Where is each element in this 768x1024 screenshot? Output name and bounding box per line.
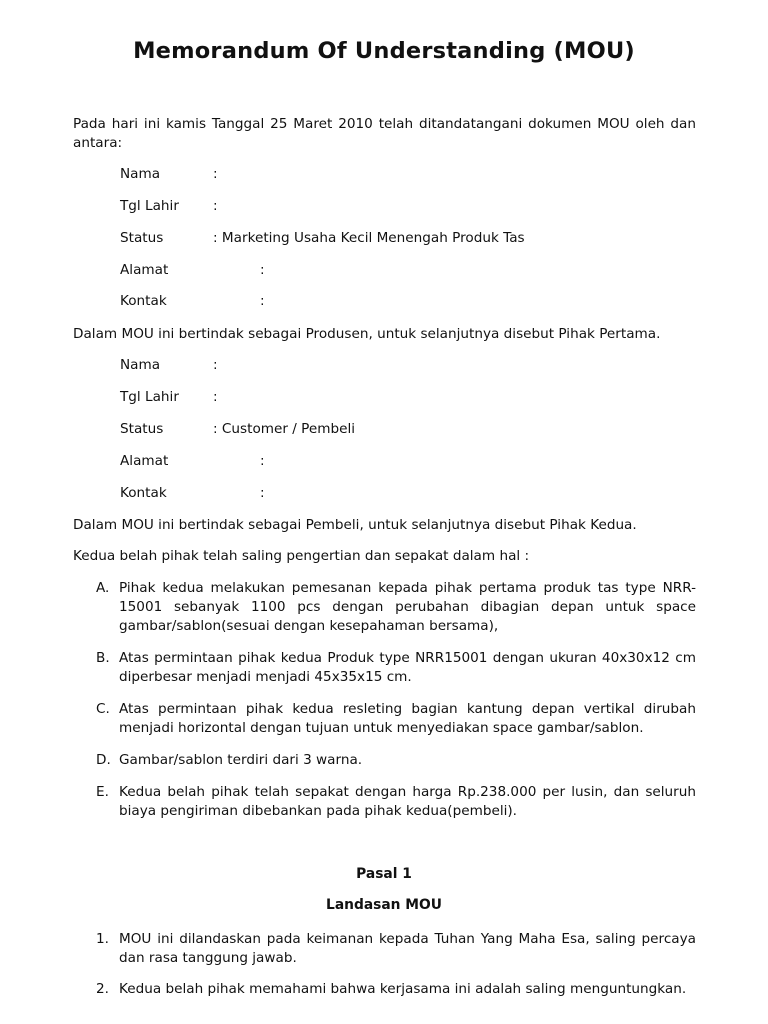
field-separator: : bbox=[260, 262, 265, 278]
field-separator: : bbox=[213, 166, 218, 182]
party2-role: Dalam MOU ini bertindak sebagai Pembeli, untuk selanjutnya disebut Pihak Kedua. bbox=[73, 517, 637, 533]
list-text: Atas permintaan pihak kedua resleting bagian kantung depan vertikal dirubah menjadi horizontal dengan tujuan untuk menyediakan space gambar/sablon. bbox=[119, 701, 696, 736]
pasal1-item-1 bbox=[96, 930, 696, 968]
field-label: Kontak bbox=[120, 293, 167, 309]
field-label: Kontak bbox=[120, 485, 167, 501]
list-text: MOU ini dilandaskan pada keimanan kepada Tuhan Yang Maha Esa, saling percaya dan rasa tanggung jawab. bbox=[119, 931, 696, 966]
list-marker: E. bbox=[96, 784, 109, 800]
party1-field-kontak bbox=[120, 292, 265, 310]
field-separator: : bbox=[213, 421, 218, 437]
agreement-intro: Kedua belah pihak telah saling pengertian dan sepakat dalam hal : bbox=[73, 548, 530, 564]
field-value: Customer / Pembeli bbox=[221, 421, 356, 437]
agreement-item-c bbox=[96, 700, 696, 738]
field-label: Nama bbox=[120, 357, 161, 373]
field-value: Marketing Usaha Kecil Menengah Produk Tas bbox=[221, 230, 525, 246]
field-separator: : bbox=[260, 453, 265, 469]
party2-field-kontak bbox=[120, 484, 265, 502]
party1-field-alamat bbox=[120, 261, 265, 279]
list-marker: 2. bbox=[96, 981, 109, 997]
field-label: Alamat bbox=[120, 453, 169, 469]
list-text: Kedua belah pihak memahami bahwa kerjasama ini adalah saling menguntungkan. bbox=[119, 981, 687, 997]
list-marker: 1. bbox=[96, 931, 109, 947]
field-separator: : bbox=[213, 230, 218, 246]
agreement-item-b bbox=[96, 649, 696, 687]
field-label: Nama bbox=[120, 166, 161, 182]
party2-field-tgl-lahir bbox=[120, 388, 218, 406]
pasal-subheading: Landasan MOU bbox=[326, 897, 442, 913]
pasal1-item-2 bbox=[96, 980, 696, 999]
field-label: Alamat bbox=[120, 262, 169, 278]
list-text: Atas permintaan pihak kedua Produk type NRR15001 dengan ukuran 40x30x12 cm diperbesar menjadi menjadi 45x35x15 cm. bbox=[119, 650, 696, 685]
field-label: Status bbox=[120, 421, 164, 437]
list-marker: A. bbox=[96, 580, 110, 596]
agreement-item-d bbox=[96, 751, 696, 770]
party2-field-alamat bbox=[120, 452, 265, 470]
document-title: Memorandum Of Understanding (MOU) bbox=[133, 38, 635, 64]
intro-paragraph: Pada hari ini kamis Tanggal 25 Maret 2010 telah ditandatangani dokumen MOU oleh dan antara: bbox=[73, 116, 696, 151]
field-separator: : bbox=[213, 389, 218, 405]
field-separator: : bbox=[260, 293, 265, 309]
list-text: Gambar/sablon terdiri dari 3 warna. bbox=[119, 752, 363, 768]
list-marker: B. bbox=[96, 650, 110, 666]
agreement-item-e bbox=[96, 783, 696, 821]
party1-field-tgl-lahir bbox=[120, 197, 218, 215]
list-text: Kedua belah pihak telah sepakat dengan harga Rp.238.000 per lusin, dan seluruh biaya pengiriman dibebankan pada pihak kedua(pembeli). bbox=[119, 784, 696, 819]
field-separator: : bbox=[213, 198, 218, 214]
field-label: Tgl Lahir bbox=[120, 198, 179, 214]
party2-field-status bbox=[120, 420, 355, 438]
field-separator: : bbox=[213, 357, 218, 373]
party1-field-status bbox=[120, 229, 525, 247]
field-label: Tgl Lahir bbox=[120, 389, 179, 405]
party2-field-nama bbox=[120, 356, 218, 374]
pasal-heading: Pasal 1 bbox=[356, 866, 412, 882]
list-marker: D. bbox=[96, 752, 111, 768]
party1-role: Dalam MOU ini bertindak sebagai Produsen, untuk selanjutnya disebut Pihak Pertama. bbox=[73, 326, 661, 342]
field-label: Status bbox=[120, 230, 164, 246]
field-separator: : bbox=[260, 485, 265, 501]
list-text: Pihak kedua melakukan pemesanan kepada pihak pertama produk tas type NRR-15001 sebanyak 1100 pcs dengan perubahan dibagian depan untuk space gambar/sablon(sesuai dengan kesepahaman bersama), bbox=[119, 580, 696, 634]
list-marker: C. bbox=[96, 701, 110, 717]
party1-field-nama bbox=[120, 165, 218, 183]
agreement-item-a bbox=[96, 579, 696, 636]
